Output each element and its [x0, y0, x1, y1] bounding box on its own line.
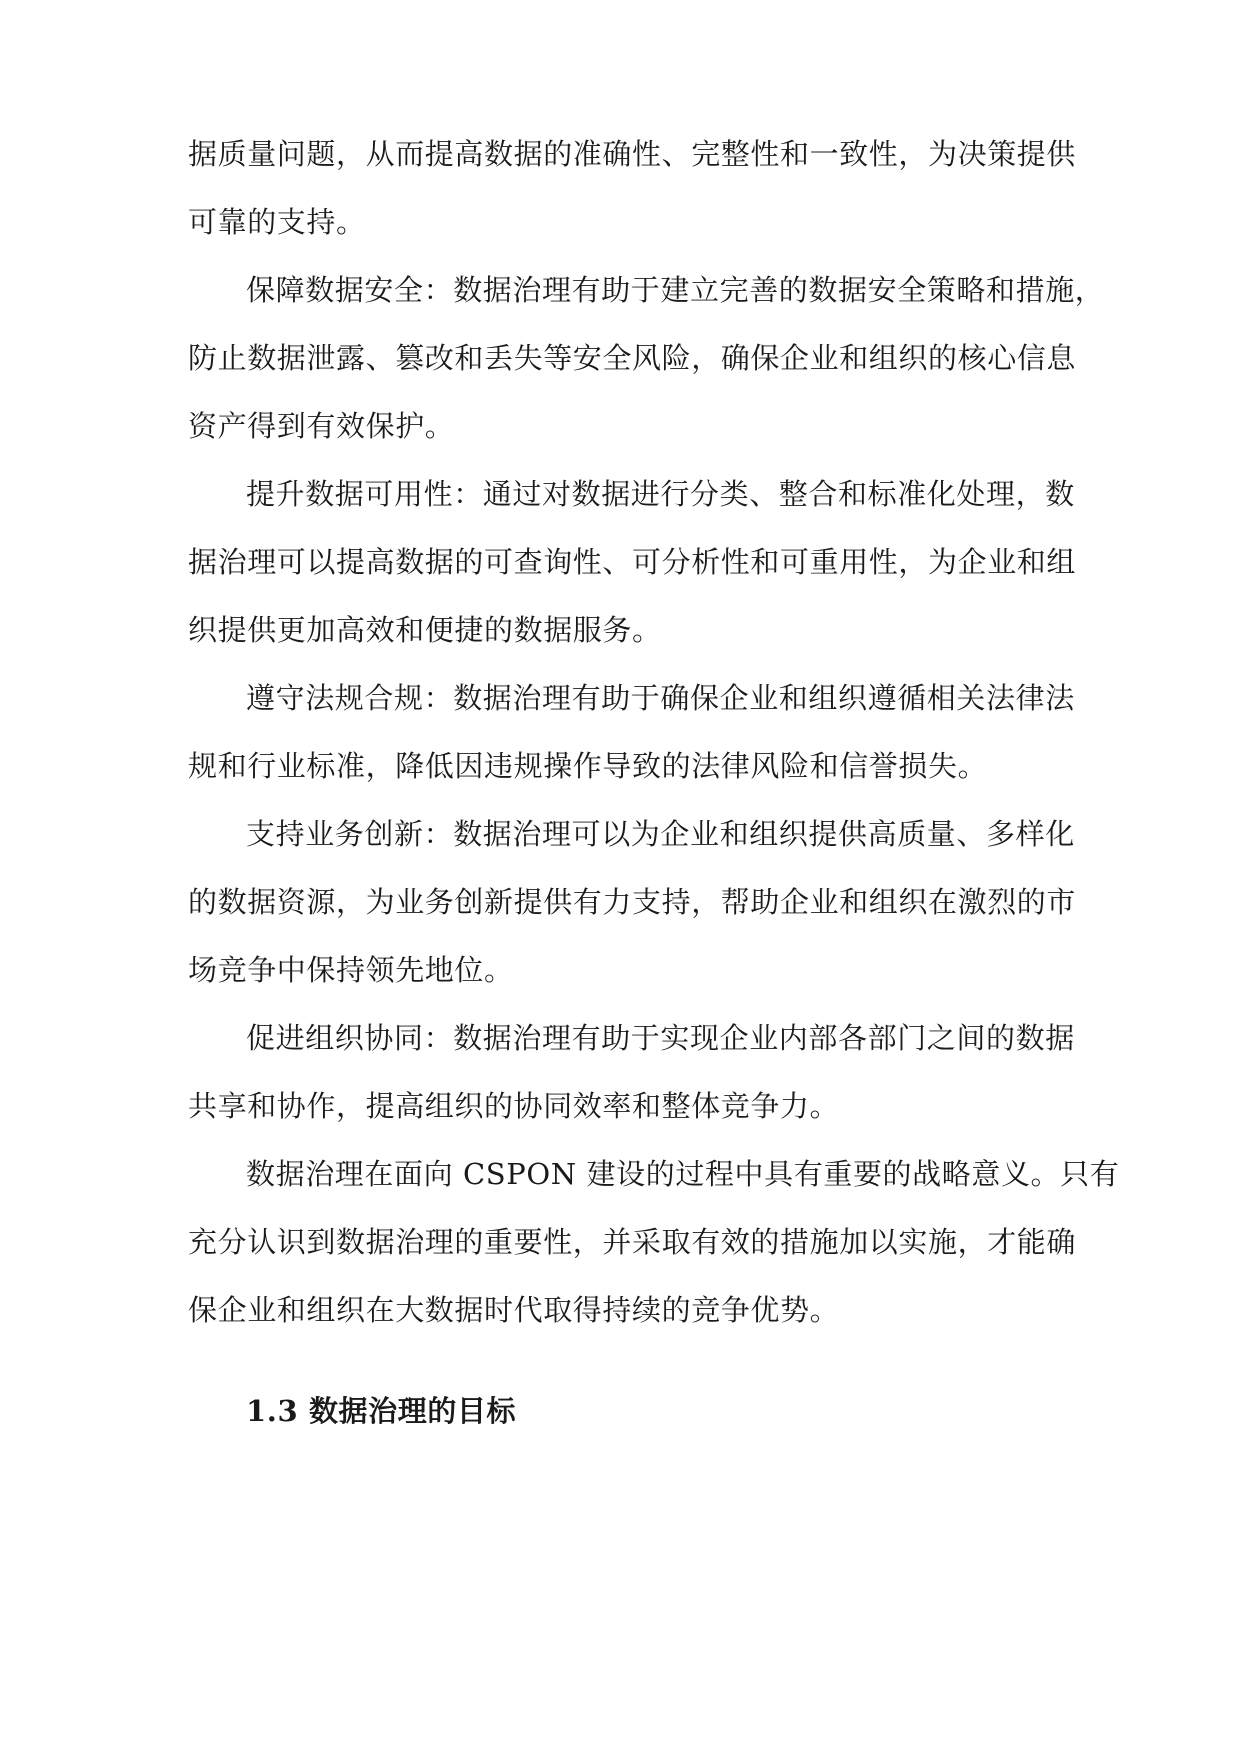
- paragraph-4-line-2: 规和行业标准，降低因违规操作导致的法律风险和信誉损失。: [188, 749, 988, 783]
- paragraph-3-line-2: 据治理可以提高数据的可查询性、可分析性和可重用性，为企业和组: [188, 545, 1077, 579]
- paragraph-1-line-1: 据质量问题，从而提高数据的准确性、完整性和一致性，为决策提供: [188, 137, 1077, 171]
- paragraph-3-line-1: 提升数据可用性：通过对数据进行分类、整合和标准化处理，数: [246, 477, 1075, 511]
- paragraph-1-line-2: 可靠的支持。: [188, 205, 366, 239]
- paragraph-2-line-3: 资产得到有效保护。: [188, 409, 455, 443]
- paragraph-7-line-1: 数据治理在面向 CSPON 建设的过程中具有重要的战略意义。只有: [246, 1157, 1120, 1191]
- paragraph-2-line-2: 防止数据泄露、篡改和丢失等安全风险，确保企业和组织的核心信息: [188, 341, 1077, 375]
- paragraph-3-line-3: 织提供更加高效和便捷的数据服务。: [188, 613, 662, 647]
- paragraph-7-line-3: 保企业和组织在大数据时代取得持续的竞争优势。: [188, 1293, 840, 1327]
- paragraph-6-line-1: 促进组织协同：数据治理有助于实现企业内部各部门之间的数据: [246, 1021, 1075, 1055]
- paragraph-5-line-1: 支持业务创新：数据治理可以为企业和组织提供高质量、多样化: [246, 817, 1075, 851]
- paragraph-6-line-2: 共享和协作，提高组织的协同效率和整体竞争力。: [188, 1089, 840, 1123]
- paragraph-4-line-1: 遵守法规合规：数据治理有助于确保企业和组织遵循相关法律法: [246, 681, 1075, 715]
- paragraph-2-line-1: 保障数据安全：数据治理有助于建立完善的数据安全策略和措施，: [246, 273, 1105, 307]
- paragraph-7-line-2: 充分认识到数据治理的重要性，并采取有效的措施加以实施，才能确: [188, 1225, 1077, 1259]
- section-heading: 1.3 数据治理的目标: [246, 1394, 517, 1428]
- paragraph-5-line-2: 的数据资源，为业务创新提供有力支持，帮助企业和组织在激烈的市: [188, 885, 1077, 919]
- paragraph-5-line-3: 场竞争中保持领先地位。: [188, 953, 514, 987]
